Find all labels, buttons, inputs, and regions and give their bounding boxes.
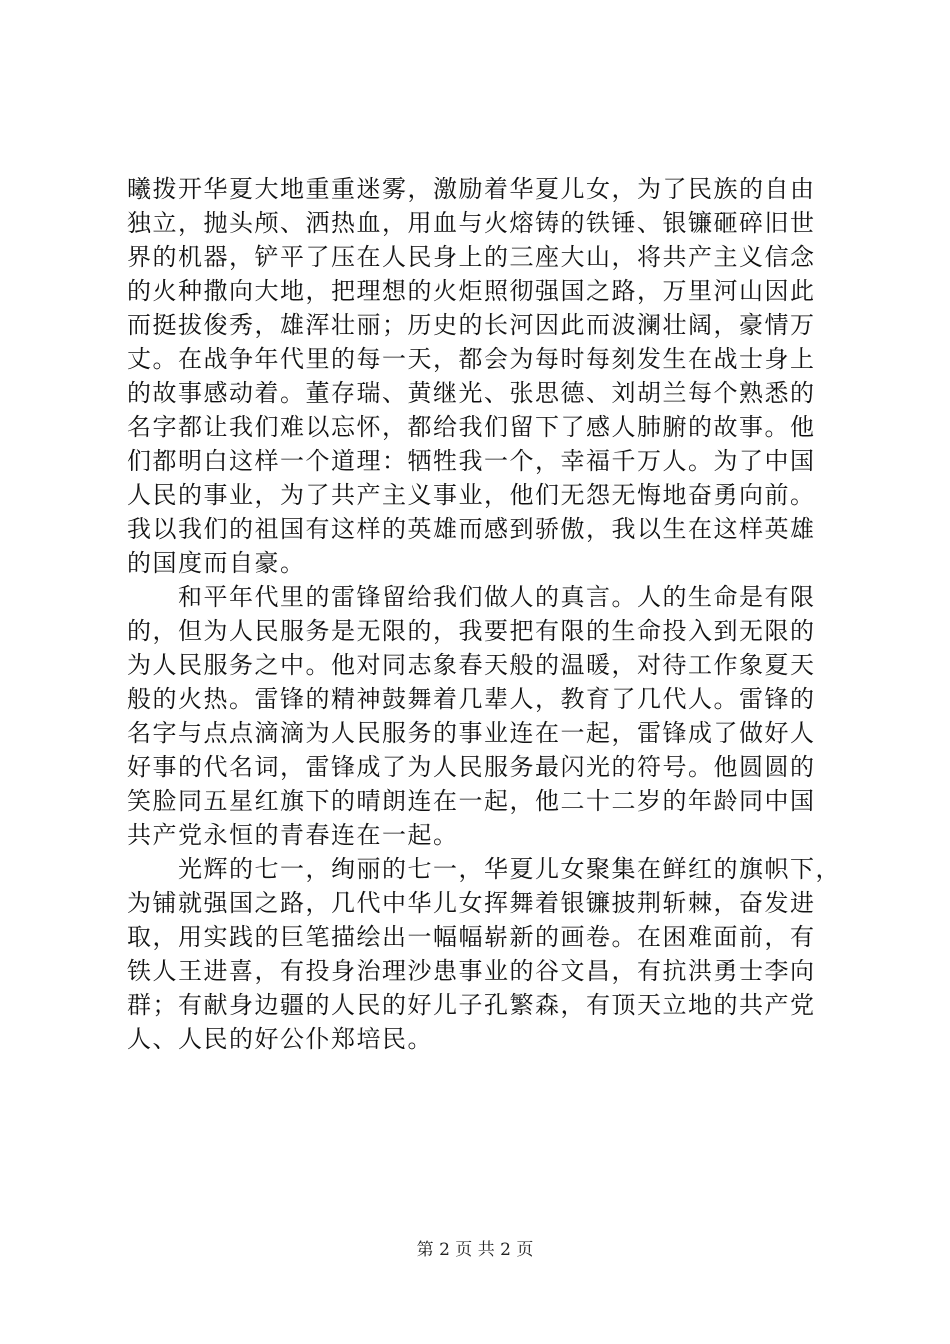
text-line: 和平年代里的雷锋留给我们做人的真言。人的生命是有限 xyxy=(127,583,816,611)
text-line: 的故事感动着。董存瑞、黄继光、张思德、刘胡兰每个熟悉的 xyxy=(127,379,816,407)
text-line: 的国度而自豪。 xyxy=(127,549,306,577)
text-line: 群；有献身边疆的人民的好儿子孔繁森，有顶天立地的共产党 xyxy=(127,991,816,1019)
text-line: 而挺拔俊秀，雄浑壮丽；历史的长河因此而波澜壮阔，豪情万 xyxy=(127,311,816,339)
text-line: 人、人民的好公仆郑培民。 xyxy=(127,1025,433,1053)
text-line: 独立，抛头颅、洒热血，用血与火熔铸的铁锤、银镰砸碎旧世 xyxy=(127,209,816,237)
page-footer: 第 2 页 共 2 页 xyxy=(416,1240,534,1260)
text-line: 名字与点点滴滴为人民服务的事业连在一起，雷锋成了做好人 xyxy=(127,719,816,747)
text-line: 铁人王进喜，有投身治理沙患事业的谷文昌，有抗洪勇士李向 xyxy=(127,957,816,985)
text-line: 为铺就强国之路，几代中华儿女挥舞着银镰披荆斩棘，奋发进 xyxy=(127,889,816,917)
body-text xyxy=(127,172,841,1056)
text-line: 界的机器，铲平了压在人民身上的三座大山，将共产主义信念 xyxy=(127,243,816,271)
text-line: 的，但为人民服务是无限的，我要把有限的生命投入到无限的 xyxy=(127,617,816,645)
text-line: 的火种撒向大地，把理想的火炬照彻强国之路，万里河山因此 xyxy=(127,277,816,305)
text-line: 丈。在战争年代里的每一天，都会为每时每刻发生在战士身上 xyxy=(127,345,816,373)
text-line: 光辉的七一，绚丽的七一，华夏儿女聚集在鲜红的旗帜下， xyxy=(127,855,841,883)
text-line: 们都明白这样一个道理：牺牲我一个，幸福千万人。为了中国 xyxy=(127,447,816,475)
text-line: 好事的代名词，雷锋成了为人民服务最闪光的符号。他圆圆的 xyxy=(127,753,816,781)
text-line: 曦拨开华夏大地重重迷雾，激励着华夏儿女，为了民族的自由 xyxy=(127,175,816,203)
text-line: 名字都让我们难以忘怀，都给我们留下了感人肺腑的故事。他 xyxy=(127,413,816,441)
text-line: 般的火热。雷锋的精神鼓舞着几辈人，教育了几代人。雷锋的 xyxy=(127,685,816,713)
text-line: 为人民服务之中。他对同志象春天般的温暖，对待工作象夏天 xyxy=(127,651,816,679)
text-line: 我以我们的祖国有这样的英雄而感到骄傲，我以生在这样英雄 xyxy=(127,515,816,543)
text-line: 取，用实践的巨笔描绘出一幅幅崭新的画卷。在困难面前，有 xyxy=(127,923,816,951)
text-line: 共产党永恒的青春连在一起。 xyxy=(127,821,459,849)
text-line: 人民的事业，为了共产主义事业，他们无怨无悔地奋勇向前。 xyxy=(127,481,816,509)
text-line: 笑脸同五星红旗下的晴朗连在一起，他二十二岁的年龄同中国 xyxy=(127,787,816,815)
